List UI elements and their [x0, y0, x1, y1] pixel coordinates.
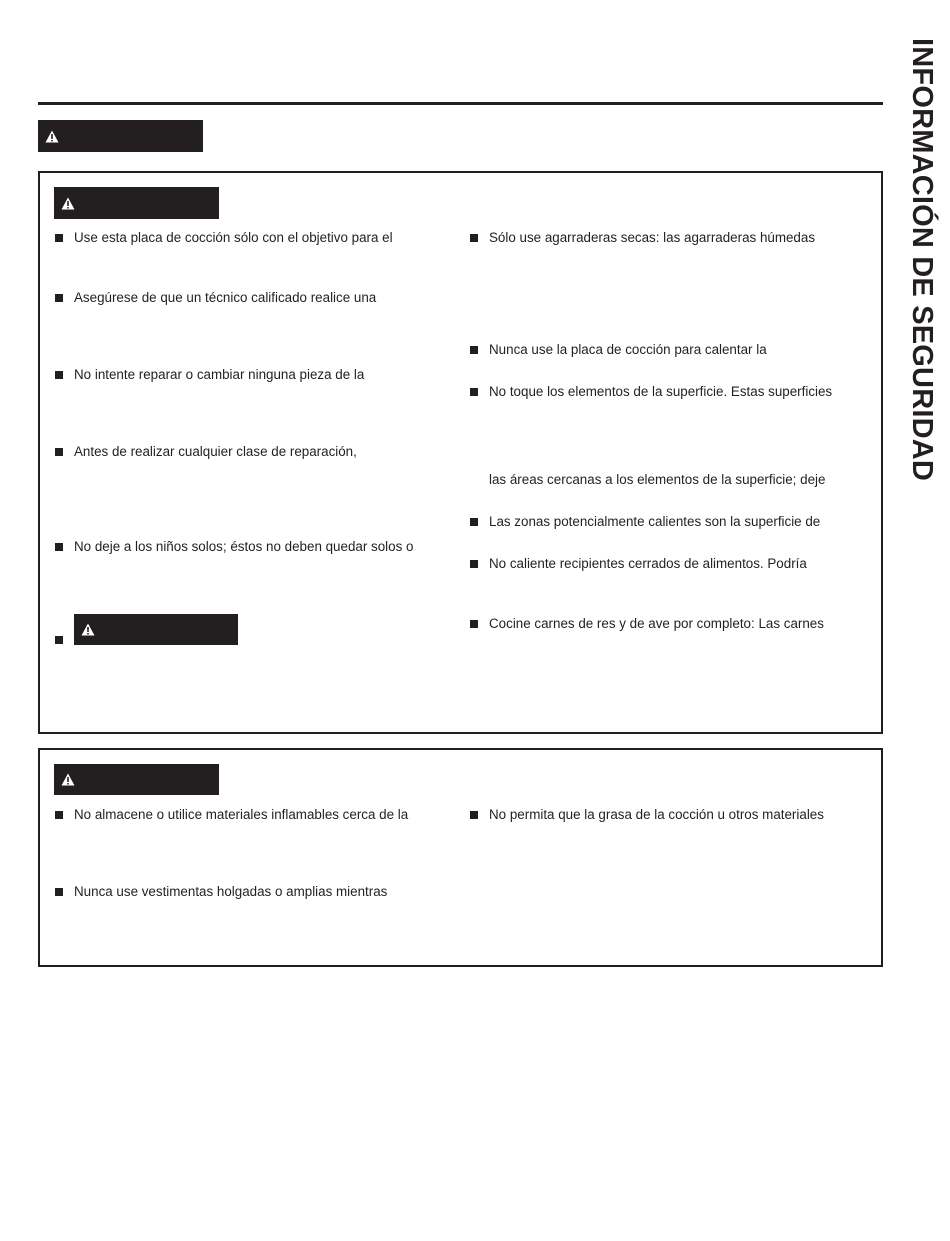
list-item: No intente reparar o cambiar ninguna pieza de la — [74, 367, 365, 382]
square-bullet-icon — [55, 448, 63, 456]
square-bullet-icon — [470, 388, 478, 396]
list-item: Sólo use agarraderas secas: las agarraderas húmedas — [489, 230, 816, 245]
list-item: Asegúrese de que un técnico calificado realice una — [74, 290, 377, 305]
top-rule — [38, 102, 883, 105]
list-item: No toque los elementos de la superficie. Estas superficies — [489, 384, 833, 399]
list-item: Las zonas potencialmente calientes son la superficie de — [489, 514, 821, 529]
square-bullet-icon — [470, 234, 478, 242]
square-bullet-icon — [55, 636, 63, 644]
square-bullet-icon — [470, 346, 478, 354]
warning-label-bar-box2 — [54, 764, 219, 795]
warning-triangle-icon — [81, 623, 95, 636]
warning-triangle-icon — [61, 197, 75, 210]
warning-triangle-icon — [45, 130, 59, 143]
list-item: No caliente recipientes cerrados de alimentos. Podría — [489, 556, 807, 571]
square-bullet-icon — [55, 888, 63, 896]
warning-label-bar — [38, 120, 203, 152]
square-bullet-icon — [55, 543, 63, 551]
square-bullet-icon — [470, 560, 478, 568]
list-item: No permita que la grasa de la cocción u otros materiales — [489, 807, 824, 822]
list-item: No deje a los niños solos; éstos no deben quedar solos o — [74, 539, 414, 554]
list-item: Use esta placa de cocción sólo con el objetivo para el — [74, 230, 393, 245]
warning-triangle-icon — [61, 773, 75, 786]
square-bullet-icon — [470, 518, 478, 526]
list-item: Nunca use vestimentas holgadas o amplias mientras — [74, 884, 388, 899]
square-bullet-icon — [55, 811, 63, 819]
square-bullet-icon — [55, 234, 63, 242]
warning-label-bar-box1 — [54, 187, 219, 219]
list-item-continuation: las áreas cercanas a los elementos de la superficie; deje — [489, 472, 826, 487]
list-item: Antes de realizar cualquier clase de reparación, — [74, 444, 357, 459]
square-bullet-icon — [55, 294, 63, 302]
square-bullet-icon — [470, 620, 478, 628]
list-item: Cocine carnes de res y de ave por completo: Las carnes — [489, 616, 824, 631]
square-bullet-icon — [470, 811, 478, 819]
side-title: INFORMACIÓN DE SEGURIDAD — [906, 38, 938, 482]
list-item: Nunca use la placa de cocción para calentar la — [489, 342, 767, 357]
list-item: No almacene o utilice materiales inflamables cerca de la — [74, 807, 409, 822]
warning-label-bar-inline — [74, 614, 238, 645]
square-bullet-icon — [55, 371, 63, 379]
